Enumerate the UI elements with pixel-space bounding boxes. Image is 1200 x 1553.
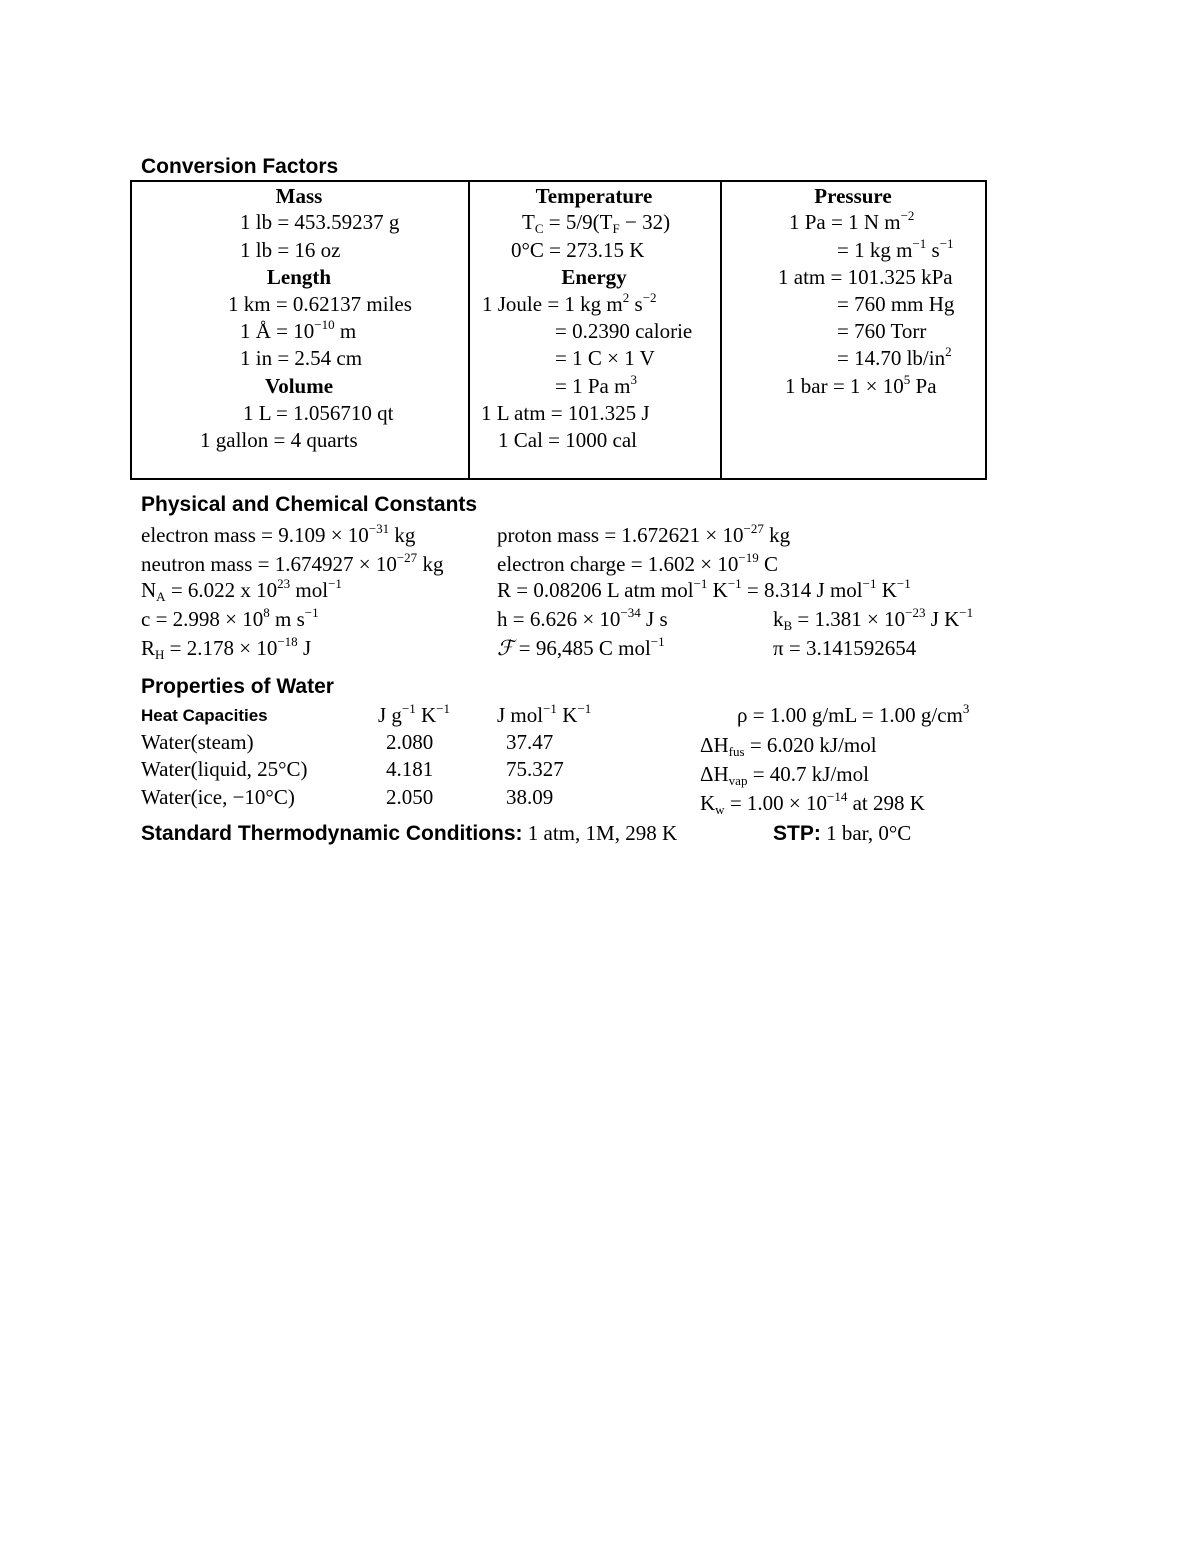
column-divider (468, 182, 470, 478)
constant-speed-of-light: $c = 2.998 \times 10^8$ m $s^{-1}$ (141, 605, 319, 631)
temperature-celsius-formula: $T_C = 5/9(T_F - 32)$ (522, 210, 671, 236)
water-liquid-jg: 4.181 (386, 757, 434, 781)
conversion-factors-heading: Conversion Factors (141, 155, 339, 178)
water-ice-jg: 2.050 (386, 785, 434, 809)
constant-proton-mass: proton mass = $1.672621 \times 10^{-27}$ kg (497, 521, 791, 547)
constant-neutron-mass: neutron mass = $1.674927 \times 10^{-27}$ kg (141, 550, 444, 576)
water-liquid-jmol: 75.327 (506, 757, 564, 781)
constant-electron-mass: electron mass = $9.109 \times 10^{-31}$ kg (141, 521, 416, 547)
pressure-bar: 1 bar = $1 \times 10^5$ Pa (785, 372, 937, 398)
volume-liter: 1 L = 1.056710 qt (243, 401, 394, 425)
length-km: 1 km = 0.62137 miles (228, 292, 412, 316)
mass-header: Mass (275, 184, 323, 208)
pressure-psi: = 14.70 $lb/in^2$ (837, 344, 952, 370)
standard-conditions: Standard Thermodynamic Conditions: 1 atm, 1M, 298 K (141, 821, 678, 845)
energy-header: Energy (561, 265, 627, 289)
pressure-mmhg: = 760 mm Hg (837, 292, 955, 316)
energy-cal: 1 Cal = 1000 cal (498, 428, 637, 452)
column-jg-header: J $g^{-1}$ $K^{-1}$ (378, 701, 451, 727)
length-angstrom: 1 Å = $10^{-10}$ m (240, 317, 357, 343)
water-heading: Properties of Water (141, 675, 334, 698)
water-h-fusion: $\Delta H_{fus} = 6.020$ kJ/mol (700, 733, 877, 759)
water-h-vaporization: $\Delta H_{vap} = 40.7$ kJ/mol (700, 762, 869, 788)
constant-electron-charge: electron charge = $1.602 \times 10^{-19}$ C (497, 550, 778, 576)
constant-pi: π = 3.141592654 (773, 636, 917, 660)
constant-boltzmann: $k_B = 1.381 \times 10^{-23}$ J $K^{-1}$ (773, 605, 974, 633)
water-ice-label: Water(ice, −10°C) (141, 785, 295, 809)
stp-conditions: STP: 1 bar, 0°C (773, 821, 912, 845)
mass-lb-oz: 1 lb = 16 oz (240, 238, 341, 262)
temperature-zero-kelvin: 0°C = 273.15 K (511, 238, 645, 262)
pressure-header: Pressure (814, 184, 892, 208)
length-header: Length (266, 265, 332, 289)
water-density: ρ = 1.00 g/mL = 1.00 $g/cm^3$ (737, 701, 970, 727)
column-divider (720, 182, 722, 478)
energy-calorie: = 0.2390 calorie (555, 319, 693, 343)
energy-pa-m3: = 1 Pa $m^3$ (555, 372, 637, 398)
column-jmol-header: J mol$^{-1}$ $K^{-1}$ (497, 701, 592, 727)
water-kw: $K_w = 1.00 \times 10^{-14}$ at 298 K (700, 789, 925, 817)
water-steam-jmol: 37.47 (506, 730, 554, 754)
mass-lb-g: 1 lb = 453.59237 g (240, 210, 400, 234)
water-steam-jg: 2.080 (386, 730, 434, 754)
pressure-pascal: 1 Pa = 1 N $m^{-2}$ (789, 208, 915, 234)
energy-joule: 1 Joule = 1 kg $m^2$ $s^{-2}$ (482, 290, 657, 316)
temperature-header: Temperature (535, 184, 653, 208)
constant-avogadro: $N_A = 6.022$ x $10^{23}$ mol$^{-1}$ (141, 576, 342, 604)
energy-l-atm: 1 L atm = 101.325 J (481, 401, 650, 425)
constants-heading: Physical and Chemical Constants (141, 493, 478, 516)
length-inch: 1 in = 2.54 cm (240, 346, 363, 370)
constant-faraday: ℱ = 96,485 C mol$^{-1}$ (497, 634, 665, 660)
volume-gallon: 1 gallon = 4 quarts (200, 428, 358, 452)
volume-header: Volume (264, 374, 334, 398)
pressure-torr: = 760 Torr (837, 319, 927, 343)
constant-planck: $h = 6.626 \times 10^{-34}$ J s (497, 605, 668, 631)
energy-cv: = 1 C × 1 V (555, 346, 655, 370)
pressure-kg: = 1 kg $m^{-1}$ $s^{-1}$ (837, 236, 954, 262)
heat-capacities-label: Heat Capacities (141, 706, 268, 725)
constant-rydberg: $R_H = 2.178 \times 10^{-18}$ J (141, 634, 312, 662)
constant-gas-constant: R = 0.08206 L atm mol$^{-1}$ $K^{-1} = 8.314$ J mol$^{-1}$ $K^{-1}$ (497, 576, 911, 602)
water-ice-jmol: 38.09 (506, 785, 554, 809)
water-liquid-label: Water(liquid, 25°C) (141, 757, 308, 781)
pressure-atm: 1 atm = 101.325 kPa (778, 265, 953, 289)
water-steam-label: Water(steam) (141, 730, 254, 754)
